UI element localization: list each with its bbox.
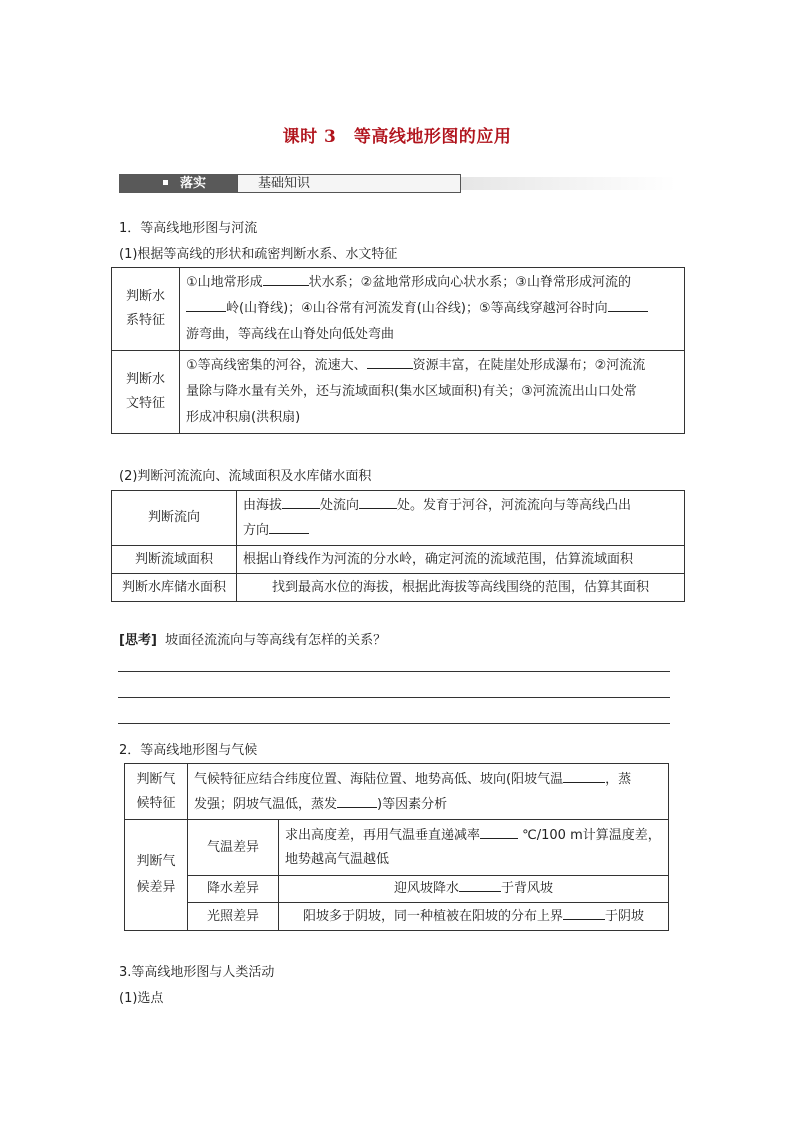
fill-blank [480, 824, 518, 839]
fill-blank [337, 793, 377, 808]
temp-diff-cell [279, 820, 669, 876]
section-3-heading: 3.等高线地形图与人类活动 [119, 965, 275, 980]
fill-blank [367, 354, 413, 369]
section-3-sub1: (1)选点 [119, 991, 164, 1006]
section-1-heading: 1．等高线地形图与河流 [119, 221, 258, 236]
water-system-head [112, 268, 180, 351]
fill-blank [459, 877, 501, 892]
think-label: [思考] [119, 633, 157, 648]
cell-text: 处。发育于河谷，河流流向与等高线凸出 [397, 498, 632, 513]
cell-text: 游弯曲，等高线在山脊处向低处弯曲 [186, 327, 395, 342]
flow-direction-table [111, 490, 685, 602]
cell-text: ①等高线密集的河谷，流速大、 [186, 358, 367, 373]
fill-blank [608, 297, 648, 312]
answer-line[interactable] [118, 697, 670, 698]
section-1-sub1: (1)根据等高线的形状和疏密判断水系、水文特征 [119, 247, 398, 262]
light-diff-head: 光照差异 [188, 903, 279, 931]
answer-line[interactable] [118, 671, 670, 672]
cell-text: ①山地常形成 [186, 275, 263, 290]
climate-diff-head [125, 820, 188, 931]
cell-text: 于阴坡 [605, 908, 645, 924]
cell-text: 方向 [243, 523, 270, 538]
cell-text: 处流向 [320, 498, 360, 513]
cell-text: )等因素分析 [377, 796, 448, 812]
water-features-table [111, 267, 685, 434]
cell-text: 形成冲积扇(洪积扇) [186, 410, 301, 425]
fill-blank [186, 297, 226, 312]
reservoir-cell: 找到最高水位的海拔，根据此海拔等高线围绕的范围，估算其面积 [237, 574, 685, 602]
head-line: 判断气 [136, 771, 176, 787]
hydrology-cell [180, 351, 685, 434]
reservoir-head: 判断水库储水面积 [112, 574, 237, 602]
section-1-sub2: (2)判断河流流向、流域面积及水库储水面积 [119, 469, 372, 484]
climate-table [124, 763, 669, 931]
cell-text: 由海拔 [243, 498, 283, 513]
head-line: 文特征 [125, 396, 165, 411]
fill-blank [269, 519, 309, 534]
square-bullet-icon [163, 180, 168, 185]
think-question [119, 629, 386, 648]
flow-direction-cell [237, 491, 685, 546]
cell-text: 发强；阴坡气温低，蒸发 [194, 796, 338, 812]
rain-diff-cell [279, 876, 669, 903]
banner-dark-label: 落实 [180, 176, 207, 191]
fill-blank [563, 905, 605, 920]
fill-blank [563, 768, 605, 783]
cell-text: ，蒸 [605, 771, 632, 787]
basin-area-head: 判断流域面积 [112, 546, 237, 574]
banner-light-tab [237, 174, 461, 193]
fill-blank [359, 494, 397, 509]
cell-text: 气候特征应结合纬度位置、海陆位置、地势高低、坡向(阳坡气温 [194, 771, 564, 787]
head-line: 判断气 [136, 854, 176, 869]
flow-direction-head: 判断流向 [112, 491, 237, 546]
basin-area-cell: 根据山脊线作为河流的分水岭，确定河流的流域范围，估算流域面积 [237, 546, 685, 574]
temp-diff-head: 气温差异 [188, 820, 279, 876]
banner-dark-tab [119, 174, 237, 193]
head-line: 系特征 [125, 313, 165, 328]
answer-line[interactable] [118, 723, 670, 724]
cell-text: 资源丰富，在陡崖处形成瀑布；②河流流 [412, 358, 646, 373]
cell-text: 岭(山脊线)；④山谷常有河流发育(山谷线)；⑤等高线穿越河谷时向 [226, 301, 608, 316]
think-text: 坡面径流流向与等高线有怎样的关系？ [165, 633, 387, 648]
cell-text: 求出高度差，再用气温垂直递减率 [285, 827, 481, 843]
cell-text: 地势越高气温越低 [285, 851, 390, 867]
head-line: 判断水 [125, 289, 165, 304]
water-system-cell [180, 268, 685, 351]
banner-light-label: 基础知识 [258, 176, 311, 191]
section-2-heading: 2．等高线地形图与气候 [119, 743, 258, 758]
cell-text: 状水系；②盆地常形成向心状水系；③山脊常形成河流的 [308, 275, 631, 290]
section-banner [119, 174, 676, 193]
cell-text: 于背风坡 [501, 881, 554, 896]
cell-text: 阳坡多于阴坡，同一种植被在阳坡的分布上界 [302, 908, 563, 924]
cell-text: ℃/100 m计算温度差， [522, 827, 661, 843]
head-line: 候差异 [136, 880, 176, 895]
cell-text: 量除与降水量有关外，还与流域面积(集水区域面积)有关；③河流流出山口处常 [186, 384, 637, 399]
head-line: 判断水 [125, 372, 165, 387]
page-title: 课时 3 等高线地形图的应用 [282, 127, 512, 147]
climate-feature-cell [188, 764, 669, 820]
climate-feature-head [125, 764, 188, 820]
fill-blank [282, 494, 320, 509]
head-line: 候特征 [136, 795, 176, 811]
light-diff-cell [279, 903, 669, 931]
rain-diff-head: 降水差异 [188, 876, 279, 903]
hydrology-head [112, 351, 180, 434]
cell-text: 迎风坡降水 [393, 881, 459, 896]
fill-blank [263, 271, 309, 286]
